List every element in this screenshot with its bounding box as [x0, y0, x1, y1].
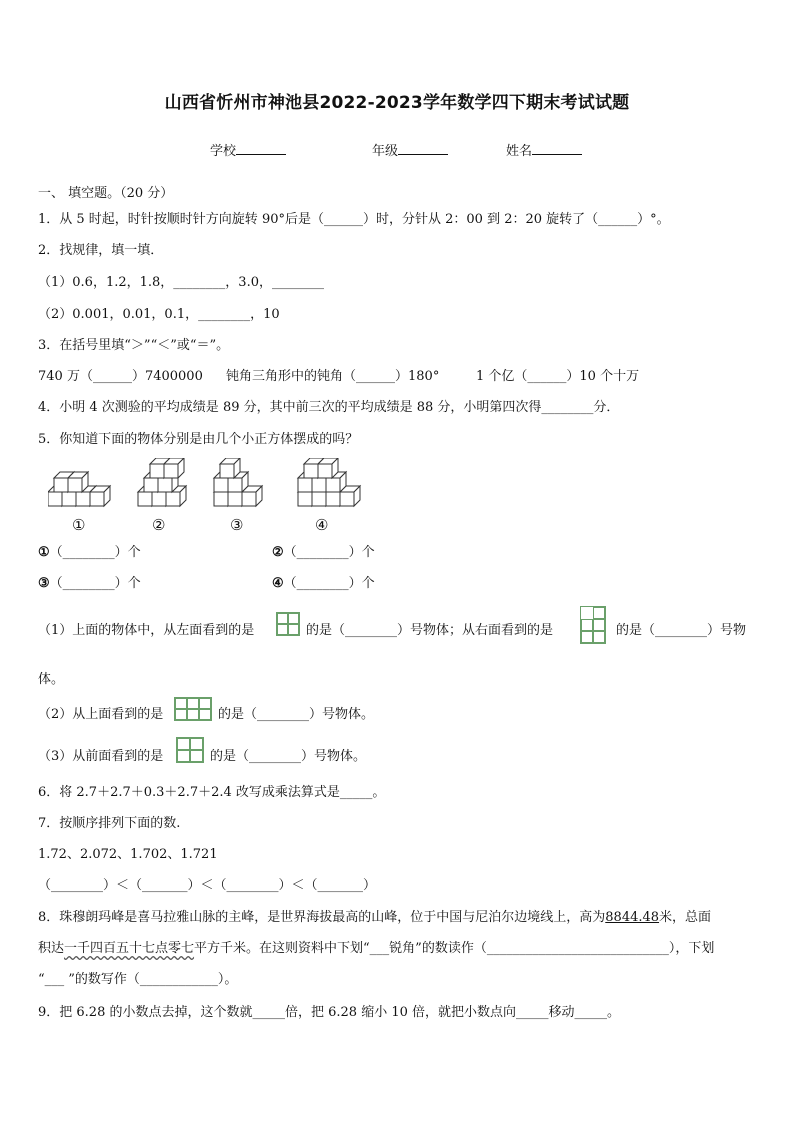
question-2-part-2: （2）0.001，0.01，0.1，________，10	[38, 307, 280, 322]
question-8-text-d: 平方千米。在这则资料中下划“___锐角”的数读作（____________________________），下划	[194, 941, 715, 956]
grade-label: 年级	[372, 144, 399, 159]
question-4: 4．小明 4 次测验的平均成绩是 89 分，其中前三次的平均成绩是 88 分，小明第四次得________分．	[38, 400, 620, 415]
cube-figures	[48, 458, 368, 516]
view-icon-2x2-front	[176, 737, 204, 763]
question-8-line-3: “___ ”的数写作（____________）。	[38, 972, 238, 987]
view-icon-2x2	[276, 612, 300, 636]
q5-sub-1-text-b: 的是（________）号物体；从右面看到的是	[306, 623, 554, 638]
answer-4: （________）个	[283, 576, 375, 591]
school-label: 学校	[210, 144, 237, 159]
question-7-stem: 7．按顺序排列下面的数.	[38, 816, 181, 831]
school-field[interactable]	[210, 140, 286, 159]
question-3-stem: 3．在括号里填“＞”“＜”或“＝”。	[38, 338, 230, 353]
answer-row-4	[272, 572, 375, 591]
question-7-order: （________）＜（_______）＜（________）＜（_______）	[38, 878, 377, 893]
answer-2-marker: ②	[272, 545, 284, 560]
answer-row-1	[38, 541, 141, 560]
question-5-stem: 5．你知道下面的物体分别是由几个小正方体摆成的吗？	[38, 432, 359, 447]
grade-blank[interactable]	[398, 142, 448, 155]
figure-1-label: ①	[72, 516, 86, 534]
q5-sub-1-text-d: 体。	[38, 672, 65, 687]
question-8-text-b: 米，总面	[659, 910, 712, 925]
area-value-words: 一千四百五十七点零七	[64, 941, 195, 956]
question-3-item-c: 1 个亿（______）10 个十万	[476, 369, 640, 384]
view-icon-3x2	[174, 697, 212, 721]
q5-sub-3-text-a: （3）从前面看到的是	[38, 749, 164, 764]
answer-4-marker: ④	[272, 576, 284, 591]
answer-1: （________）个	[49, 545, 141, 560]
answer-3: （________）个	[49, 576, 141, 591]
question-8-line-1	[38, 906, 711, 925]
name-blank[interactable]	[532, 142, 582, 155]
answer-1-marker: ①	[38, 545, 50, 560]
q5-sub-1-text-c: 的是（________）号物	[616, 623, 747, 638]
section-heading: 一、 填空题。（20 分）	[38, 186, 174, 201]
figure-4-label: ④	[315, 516, 329, 534]
question-8-text-c: 积达	[38, 941, 65, 956]
name-label: 姓名	[506, 144, 533, 159]
q5-sub-1-text-a: （1）上面的物体中，从左面看到的是	[38, 623, 255, 638]
question-2-part-1: （1）0.6，1.2，1.8，________，3.0，________	[38, 275, 324, 290]
question-9: 9．把 6.28 的小数点去掉，这个数就_____倍，把 6.28 缩小 10 倍，就把小数点向_____移动_____。	[38, 1005, 620, 1020]
cube-figure-3	[214, 458, 262, 506]
question-3-item-a: 740 万（______）7400000	[38, 369, 203, 384]
cube-figure-2	[138, 458, 186, 506]
grade-field[interactable]	[372, 140, 448, 159]
question-8-line-2	[38, 937, 714, 956]
page-title: 山西省忻州市神池县2022-2023学年数学四下期末考试试题	[164, 93, 630, 113]
question-3-item-b: 钝角三角形中的钝角（______）180°	[226, 369, 440, 384]
cube-figure-1	[48, 472, 110, 506]
question-8-text-a: 8．珠穆朗玛峰是喜马拉雅山脉的主峰，是世界海拔最高的山峰，位于中国与尼泊尔边境线上，高为	[38, 910, 606, 925]
question-1: 1．从 5 时起，时针按顺时针方向旋转 90°后是（______）时，分针从 2：00 到 2：20 旋转了（______）°。	[38, 212, 670, 227]
school-blank[interactable]	[236, 142, 286, 155]
figure-2-label: ②	[152, 516, 166, 534]
cube-figure-4	[298, 458, 360, 506]
q5-sub-2-text-a: （2）从上面看到的是	[38, 707, 164, 722]
view-icon-3-cells	[580, 606, 606, 644]
answer-2: （________）个	[283, 545, 375, 560]
figure-3-label: ③	[230, 516, 244, 534]
question-2-stem: 2．找规律，填一填．	[38, 243, 164, 258]
height-value: 8844.48	[605, 910, 660, 925]
answer-row-3	[38, 572, 141, 591]
name-field[interactable]	[506, 140, 582, 159]
answer-3-marker: ③	[38, 576, 50, 591]
q5-sub-2-text-b: 的是（________）号物体。	[218, 707, 375, 722]
question-6: 6．将 2.7＋2.7＋0.3＋2.7＋2.4 改写成乘法算式是_____。	[38, 785, 386, 800]
answer-row-2	[272, 541, 375, 560]
q5-sub-3-text-b: 的是（________）号物体。	[210, 749, 367, 764]
question-7-numbers: 1.72、2.072、1.702、1.721	[38, 847, 218, 862]
